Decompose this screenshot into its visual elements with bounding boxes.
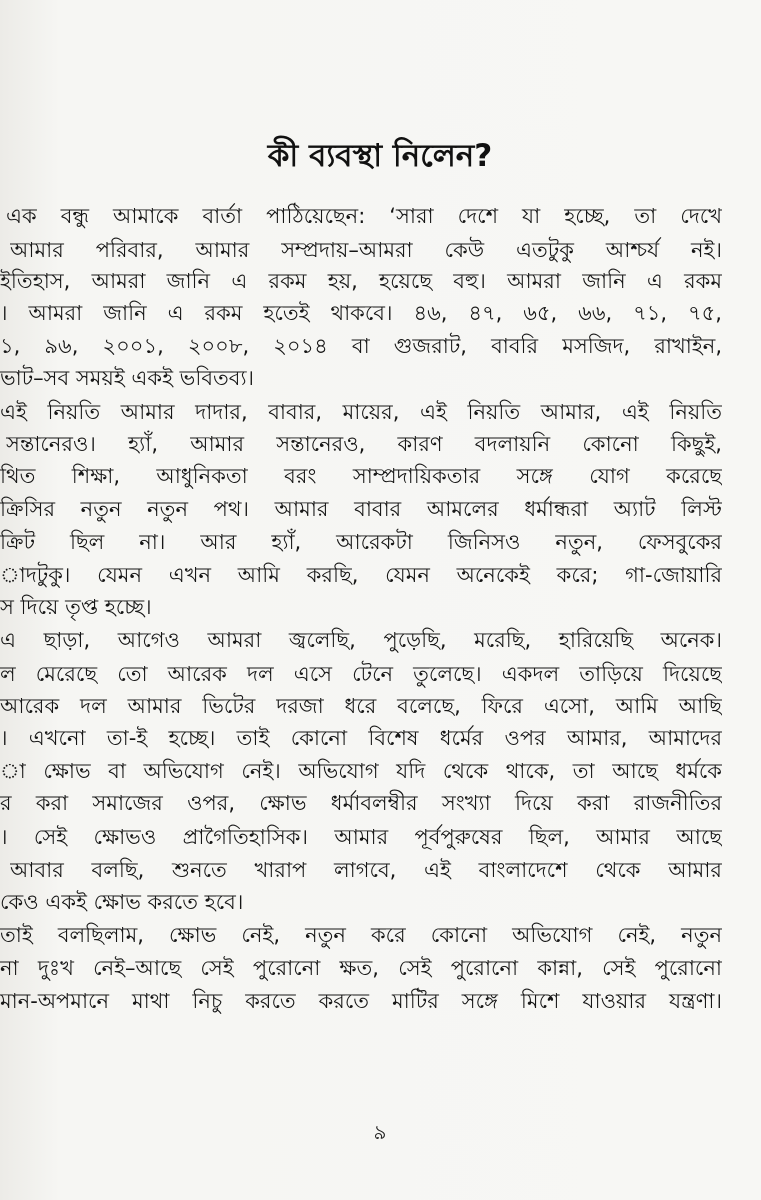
text-line: এই নিয়তি আমার দাদার, বাবার, মায়ের, এই নিয়তি আমার, এই নিয়তি: [0, 400, 722, 424]
text-line: াদটুকু। যেমন এখন আমি করছি, যেমন অনেকেই করে; গা-জোয়ারি: [0, 563, 722, 587]
text-line: মান-অপমানে মাথা নিচু করতে করতে মাটির সঙ্গে মিশে যাওয়ার যন্ত্রণা।: [0, 989, 722, 1013]
text-line: না দুঃখ নেই–আছে সেই পুরোনো ক্ষত, সেই পুরোনো কান্না, সেই পুরোনো: [0, 956, 722, 980]
text-line: সন্তানেরও। হ্যাঁ, আমার সন্তানেরও, কারণ বদলায়নি কোনো কিছুই,: [6, 432, 722, 456]
text-line: র করা সমাজের ওপর, ক্ষোভ ধর্মাবলম্বীর সংখ্যা দিয়ে করা রাজনীতির: [0, 791, 722, 815]
text-line: স দিয়ে তৃপ্ত হচ্ছে।: [0, 595, 152, 619]
text-line: । এখনো তা-ই হচ্ছে। তাই কোনো বিশেষ ধর্মের ওপর আমার, আমাদের: [0, 726, 722, 750]
text-line: ক্রিসির নতুন নতুন পথ। আমার বাবার আমলের ধর্মান্ধরা অ্যাট লিস্ট: [0, 497, 722, 521]
text-line: া ক্ষোভ বা অভিযোগ নেই। অভিযোগ যদি থেকে থাকে, তা আছে ধর্মকে: [0, 759, 722, 783]
text-line: ইতিহাস, আমরা জানি এ রকম হয়, হয়েছে বহু। আমরা জানি এ রকম: [0, 269, 722, 293]
chapter-title: কী ব্যবস্থা নিলেন?: [267, 138, 493, 174]
text-line: এ ছাড়া, আগেও আমরা জ্বলেছি, পুড়েছি, মরেছি, হারিয়েছি অনেক।: [0, 628, 722, 652]
text-line: ল মেরেছে তো আরেক দল এসে টেনে তুলেছে। একদল তাড়িয়ে দিয়েছে: [0, 662, 722, 686]
text-line: তাই বলছিলাম, ক্ষোভ নেই, নতুন করে কোনো অভিযোগ নেই, নতুন: [0, 923, 722, 947]
text-line: ভাট–সব সময়ই একই ভবিতব্য।: [0, 366, 255, 390]
text-line: আমার পরিবার, আমার সম্প্রদায়–আমরা কেউ এতটুকু আশ্চর্য নই।: [10, 238, 722, 262]
text-line: । আমরা জানি এ রকম হতেই থাকবে। ৪৬, ৪৭, ৬৫, ৬৬, ৭১, ৭৫,: [0, 301, 722, 325]
text-line: ক্রিট ছিল না। আর হ্যাঁ, আরেকটা জিনিসও নতুন, ফেসবুকের: [0, 530, 722, 554]
text-line: থিত শিক্ষা, আধুনিকতা বরং সাম্প্রদায়িকতার সঙ্গে যোগ করেছে: [0, 464, 722, 488]
page-number: ৯: [373, 1120, 387, 1144]
text-line: আবার বলছি, শুনতে খারাপ লাগবে, এই বাংলাদেশে থেকে আমার: [10, 858, 722, 882]
text-line: এক বন্ধু আমাকে বার্তা পাঠিয়েছেন: ‘সারা দেশে যা হচ্ছে, তা দেখে: [6, 204, 722, 228]
text-line: ১, ৯৬, ২০০১, ২০০৮, ২০১৪ বা গুজরাট, বাবরি মসজিদ, রাখাইন,: [0, 334, 722, 358]
text-line: । সেই ক্ষোভও প্রাগৈতিহাসিক। আমার পূর্বপুরুষের ছিল, আমার আছে: [0, 825, 722, 849]
text-line: আরেক দল আমার ভিটের দরজা ধরে বলেছে, ফিরে এসো, আমি আছি: [0, 694, 722, 718]
text-line: কেও একই ক্ষোভ করতে হবে।: [0, 890, 244, 914]
